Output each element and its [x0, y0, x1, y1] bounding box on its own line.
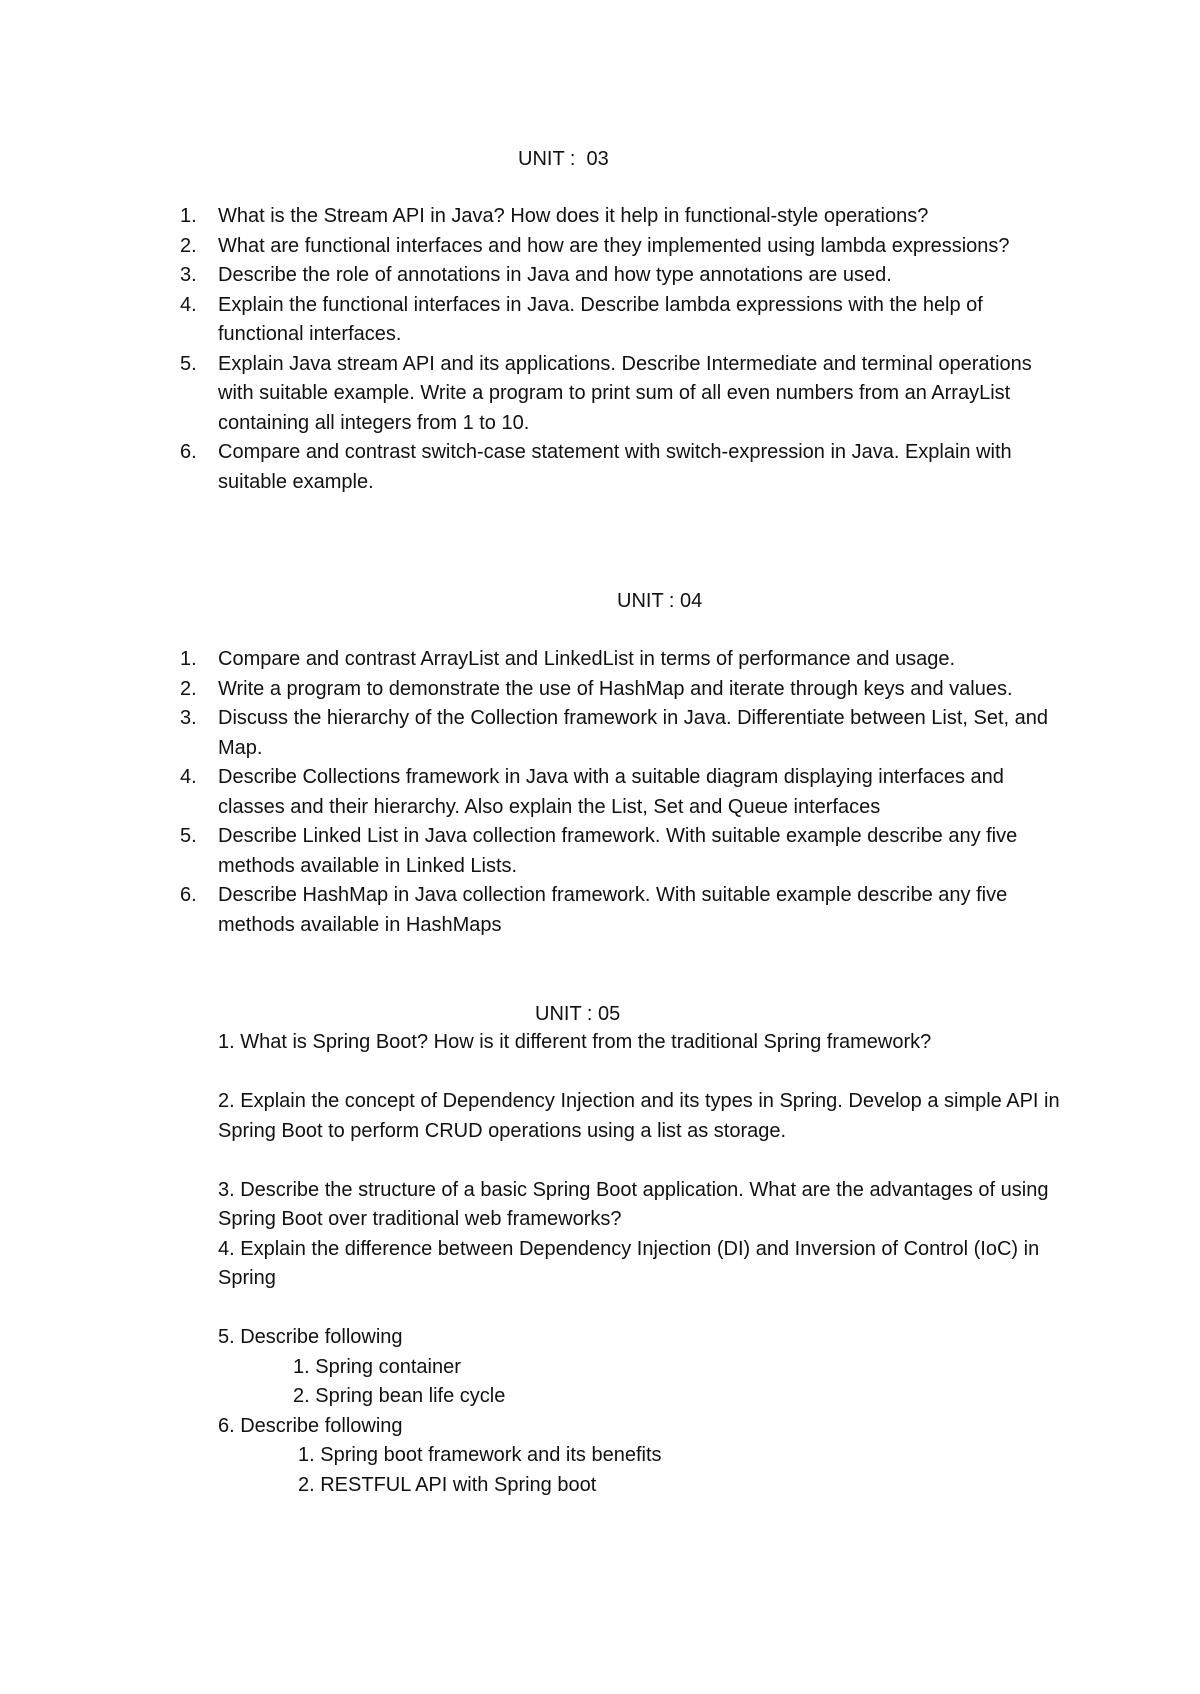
- spacer: [218, 1058, 1078, 1088]
- question-text: Describe Collections framework in Java with a suitable diagram displaying interfaces and classes and their hierarchy. Also explain the List, Set and Queue interfaces: [218, 766, 1004, 818]
- question-text: Compare and contrast ArrayList and LinkedList in terms of performance and usage.: [218, 648, 956, 670]
- question-item: [180, 822, 1060, 881]
- unit-03-question-list: [180, 202, 1060, 497]
- question-number: 2.: [180, 677, 197, 700]
- question-text: 3. Describe the structure of a basic Spring Boot application. What are the advantages of using Spring Boot over traditional web frameworks?: [218, 1178, 1049, 1230]
- unit-05-heading: UNIT : 05: [535, 1003, 621, 1025]
- question-number: 1.: [180, 648, 197, 670]
- question-item: [180, 763, 1060, 822]
- question-text: Explain Java stream API and its applications. Describe Intermediate and terminal operations with suitable example. Write a program to print sum of all even numbers from an ArrayList containing all integers from 1 to 10.: [218, 352, 1032, 434]
- question-number: 4.: [180, 766, 197, 788]
- question-text: 6. Describe following: [218, 1414, 403, 1437]
- question-text: Describe the role of annotations in Java and how type annotations are used.: [218, 264, 892, 286]
- sub-question-text: 1. Spring boot framework and its benefits: [298, 1444, 662, 1466]
- unit-05-question-list: [218, 1028, 1078, 1500]
- question-text: 2. Explain the concept of Dependency Injection and its types in Spring. Develop a simple API in Spring Boot to perform CRUD operations using a list as storage.: [218, 1090, 1060, 1142]
- question-number: 5.: [180, 352, 197, 375]
- question-item: [180, 202, 1060, 232]
- question-item: [180, 704, 1060, 763]
- question-text: Explain the functional interfaces in Java. Describe lambda expressions with the help of functional interfaces.: [218, 293, 983, 345]
- question-number: 4.: [180, 293, 197, 316]
- question-text: Describe HashMap in Java collection framework. With suitable example describe any five methods available in HashMaps: [218, 884, 1008, 936]
- question-item: [180, 232, 1060, 262]
- question-number: 6.: [180, 441, 197, 463]
- question-number: 3.: [180, 707, 197, 729]
- question-number: 6.: [180, 884, 197, 906]
- unit-04-question-list: [180, 645, 1060, 940]
- question-item: [180, 261, 1060, 291]
- question-text: What is the Stream API in Java? How does it help in functional-style operations?: [218, 205, 929, 227]
- question-text: What are functional interfaces and how are they implemented using lambda expressions?: [218, 234, 1010, 257]
- question-item: [180, 438, 1060, 497]
- spacer: [218, 1146, 1078, 1176]
- question-text: 5. Describe following: [218, 1326, 403, 1348]
- unit-04-heading: UNIT : 04: [617, 590, 703, 612]
- question-item: [180, 675, 1060, 705]
- unit-03-heading: UNIT : 03: [518, 148, 609, 170]
- question-text: Compare and contrast switch-case statement with switch-expression in Java. Explain with suitable example.: [218, 441, 1012, 493]
- question-text: Discuss the hierarchy of the Collection framework in Java. Differentiate between List, Set, and Map.: [218, 707, 1049, 759]
- sub-question-text: 2. Spring bean life cycle: [293, 1385, 506, 1407]
- question-text: 4. Explain the difference between Dependency Injection (DI) and Inversion of Control (IoC) in Spring: [218, 1237, 1040, 1289]
- question-item: [180, 350, 1060, 439]
- question-item: [180, 291, 1060, 350]
- sub-question-text: 1. Spring container: [293, 1355, 461, 1378]
- question-text: Write a program to demonstrate the use of HashMap and iterate through keys and values.: [218, 677, 1013, 700]
- question-number: 2.: [180, 234, 197, 257]
- question-item: [180, 881, 1060, 940]
- spacer: [218, 1294, 1078, 1324]
- question-number: 5.: [180, 825, 197, 847]
- question-number: 1.: [180, 205, 197, 227]
- question-item: [180, 645, 1060, 675]
- question-text: 1. What is Spring Boot? How is it different from the traditional Spring framework?: [218, 1031, 932, 1053]
- question-text: Describe Linked List in Java collection framework. With suitable example describe any five methods available in Linked Lists.: [218, 825, 1018, 877]
- sub-question-text: 2. RESTFUL API with Spring boot: [298, 1473, 597, 1496]
- question-number: 3.: [180, 264, 197, 286]
